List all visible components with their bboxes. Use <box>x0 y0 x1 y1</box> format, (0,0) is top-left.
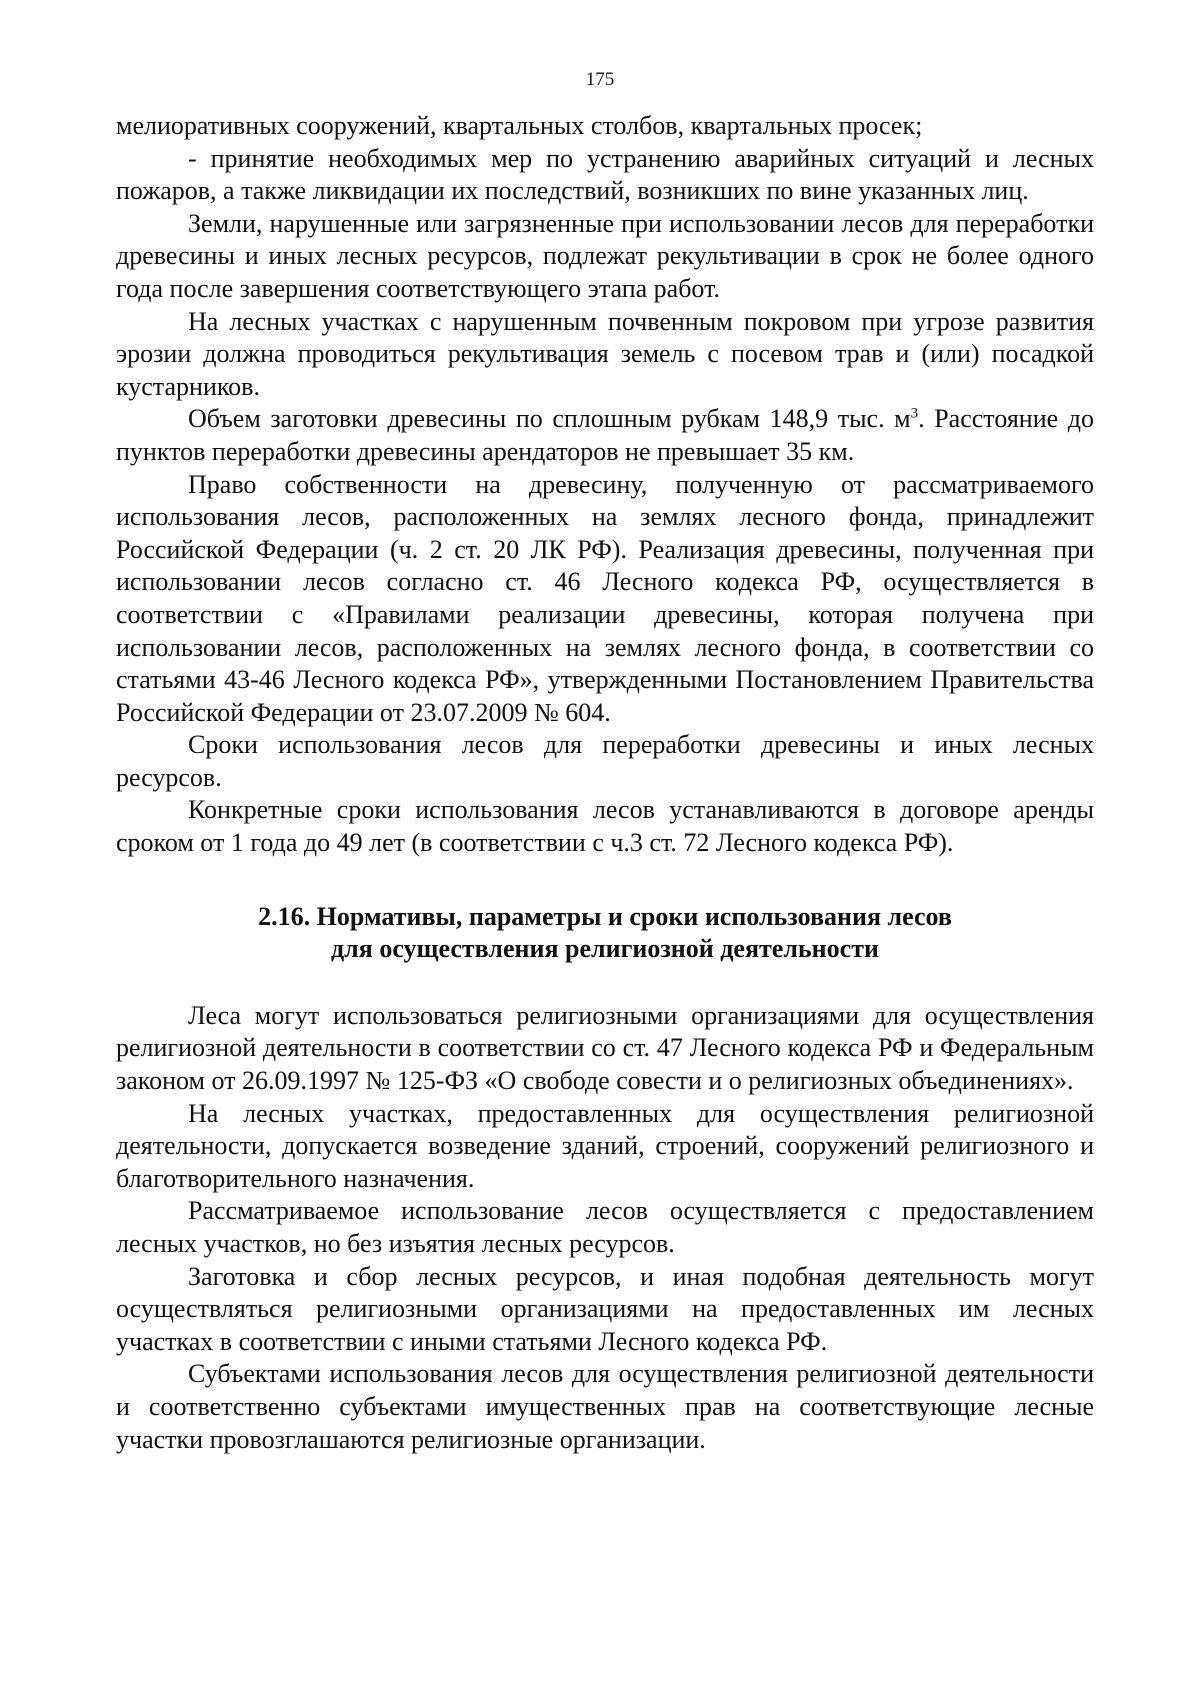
paragraph-erosion: На лесных участках с нарушенным почвенным покровом при угрозе развития эрозии должна проводиться рекультивация земель с посевом трав и (или) посадкой кустарников. <box>116 306 1094 401</box>
paragraph-harvesting: Заготовка и сбор лесных ресурсов, и иная подобная деятельность могут осуществляться религиозными организациями на предоставленных им лесных участках в соответствии с иными статьями Лесного кодекса РФ. <box>116 1261 1094 1356</box>
harvest-volume-text: Объем заготовки древесины по сплошным рубкам 148,9 тыс. м <box>188 404 911 434</box>
section-heading-line2: для осуществления религиозной деятельности <box>331 934 879 964</box>
paragraph-usage-terms: Сроки использования лесов для переработки древесины и иных лесных ресурсов. <box>116 730 1094 792</box>
harvest-distance-text: . Расстояние до пунктов переработки древесины арендаторов не превышает 35 км. <box>116 404 1094 466</box>
page-number: 175 <box>585 69 615 90</box>
section-heading <box>116 901 1094 966</box>
paragraph-lease-terms: Конкретные сроки использования лесов устанавливаются в договоре аренды сроком от 1 года до 49 лет (в соответствии с ч.3 ст. 72 Лесного кодекса РФ). <box>116 795 1094 858</box>
paragraph-subjects: Субъектами использования лесов для осуществления религиозной деятельности и соответственно субъектами имущественных прав на соответствующие лесные участки провозглашаются религиозные организации. <box>116 1359 1094 1454</box>
paragraph-no-withdrawal: Рассматриваемое использование лесов осуществляется с предоставлением лесных участков, но без изъятия лесных ресурсов. <box>116 1196 1094 1258</box>
paragraph-continuation: мелиоративных сооружений, квартальных столбов, квартальных просек; <box>116 111 923 140</box>
paragraph-ownership: Право собственности на древесину, полученную от рассматриваемого использования лесов, расположенных на землях лесного фонда, принадлежит Российской Федерации (ч. 2 ст. 20 ЛК РФ). Реализация древесины, полученная при использовании лесов согласно ст. 46 Лесного кодекса РФ, осуществляется в соответствии с «Правилами реализации древесины, которая получена при использовании лесов, расположенных на землях лесного фонда, в соответствии со статьями 43-46 Лесного кодекса РФ», утвержденными Постановлением Правительства Российской Федерации от 23.07.2009 № 604. <box>116 469 1094 727</box>
section-heading-line1: 2.16. Нормативы, параметры и сроки использования лесов <box>258 901 952 931</box>
cubic-superscript: 3 <box>910 405 919 422</box>
paragraph-land-recultivation: Земли, нарушенные или загрязненные при использовании лесов для переработки древесины и иных лесных ресурсов, подлежат рекультивации в срок не более одного года после завершения соответствующего этапа работ. <box>116 208 1094 303</box>
paragraph-construction: На лесных участках, предоставленных для осуществления религиозной деятельности, допускается возведение зданий, строений, сооружений религиозного и благотворительного назначения. <box>116 1098 1094 1193</box>
document-body <box>116 110 1094 1456</box>
paragraph-harvest-volume <box>116 403 1094 468</box>
paragraph-religious-use: Леса могут использоваться религиозными организациями для осуществления религиозной деятельности в соответствии со ст. 47 Лесного кодекса РФ и Федеральным законом от 26.09.1997 № 125-ФЗ «О свободе совести и о религиозных объединениях». <box>116 1000 1094 1096</box>
paragraph-emergency-measures: - принятие необходимых мер по устранению аварийных ситуаций и лесных пожаров, а также ликвидации их последствий, возникших по вине указанных лиц. <box>116 143 1094 206</box>
